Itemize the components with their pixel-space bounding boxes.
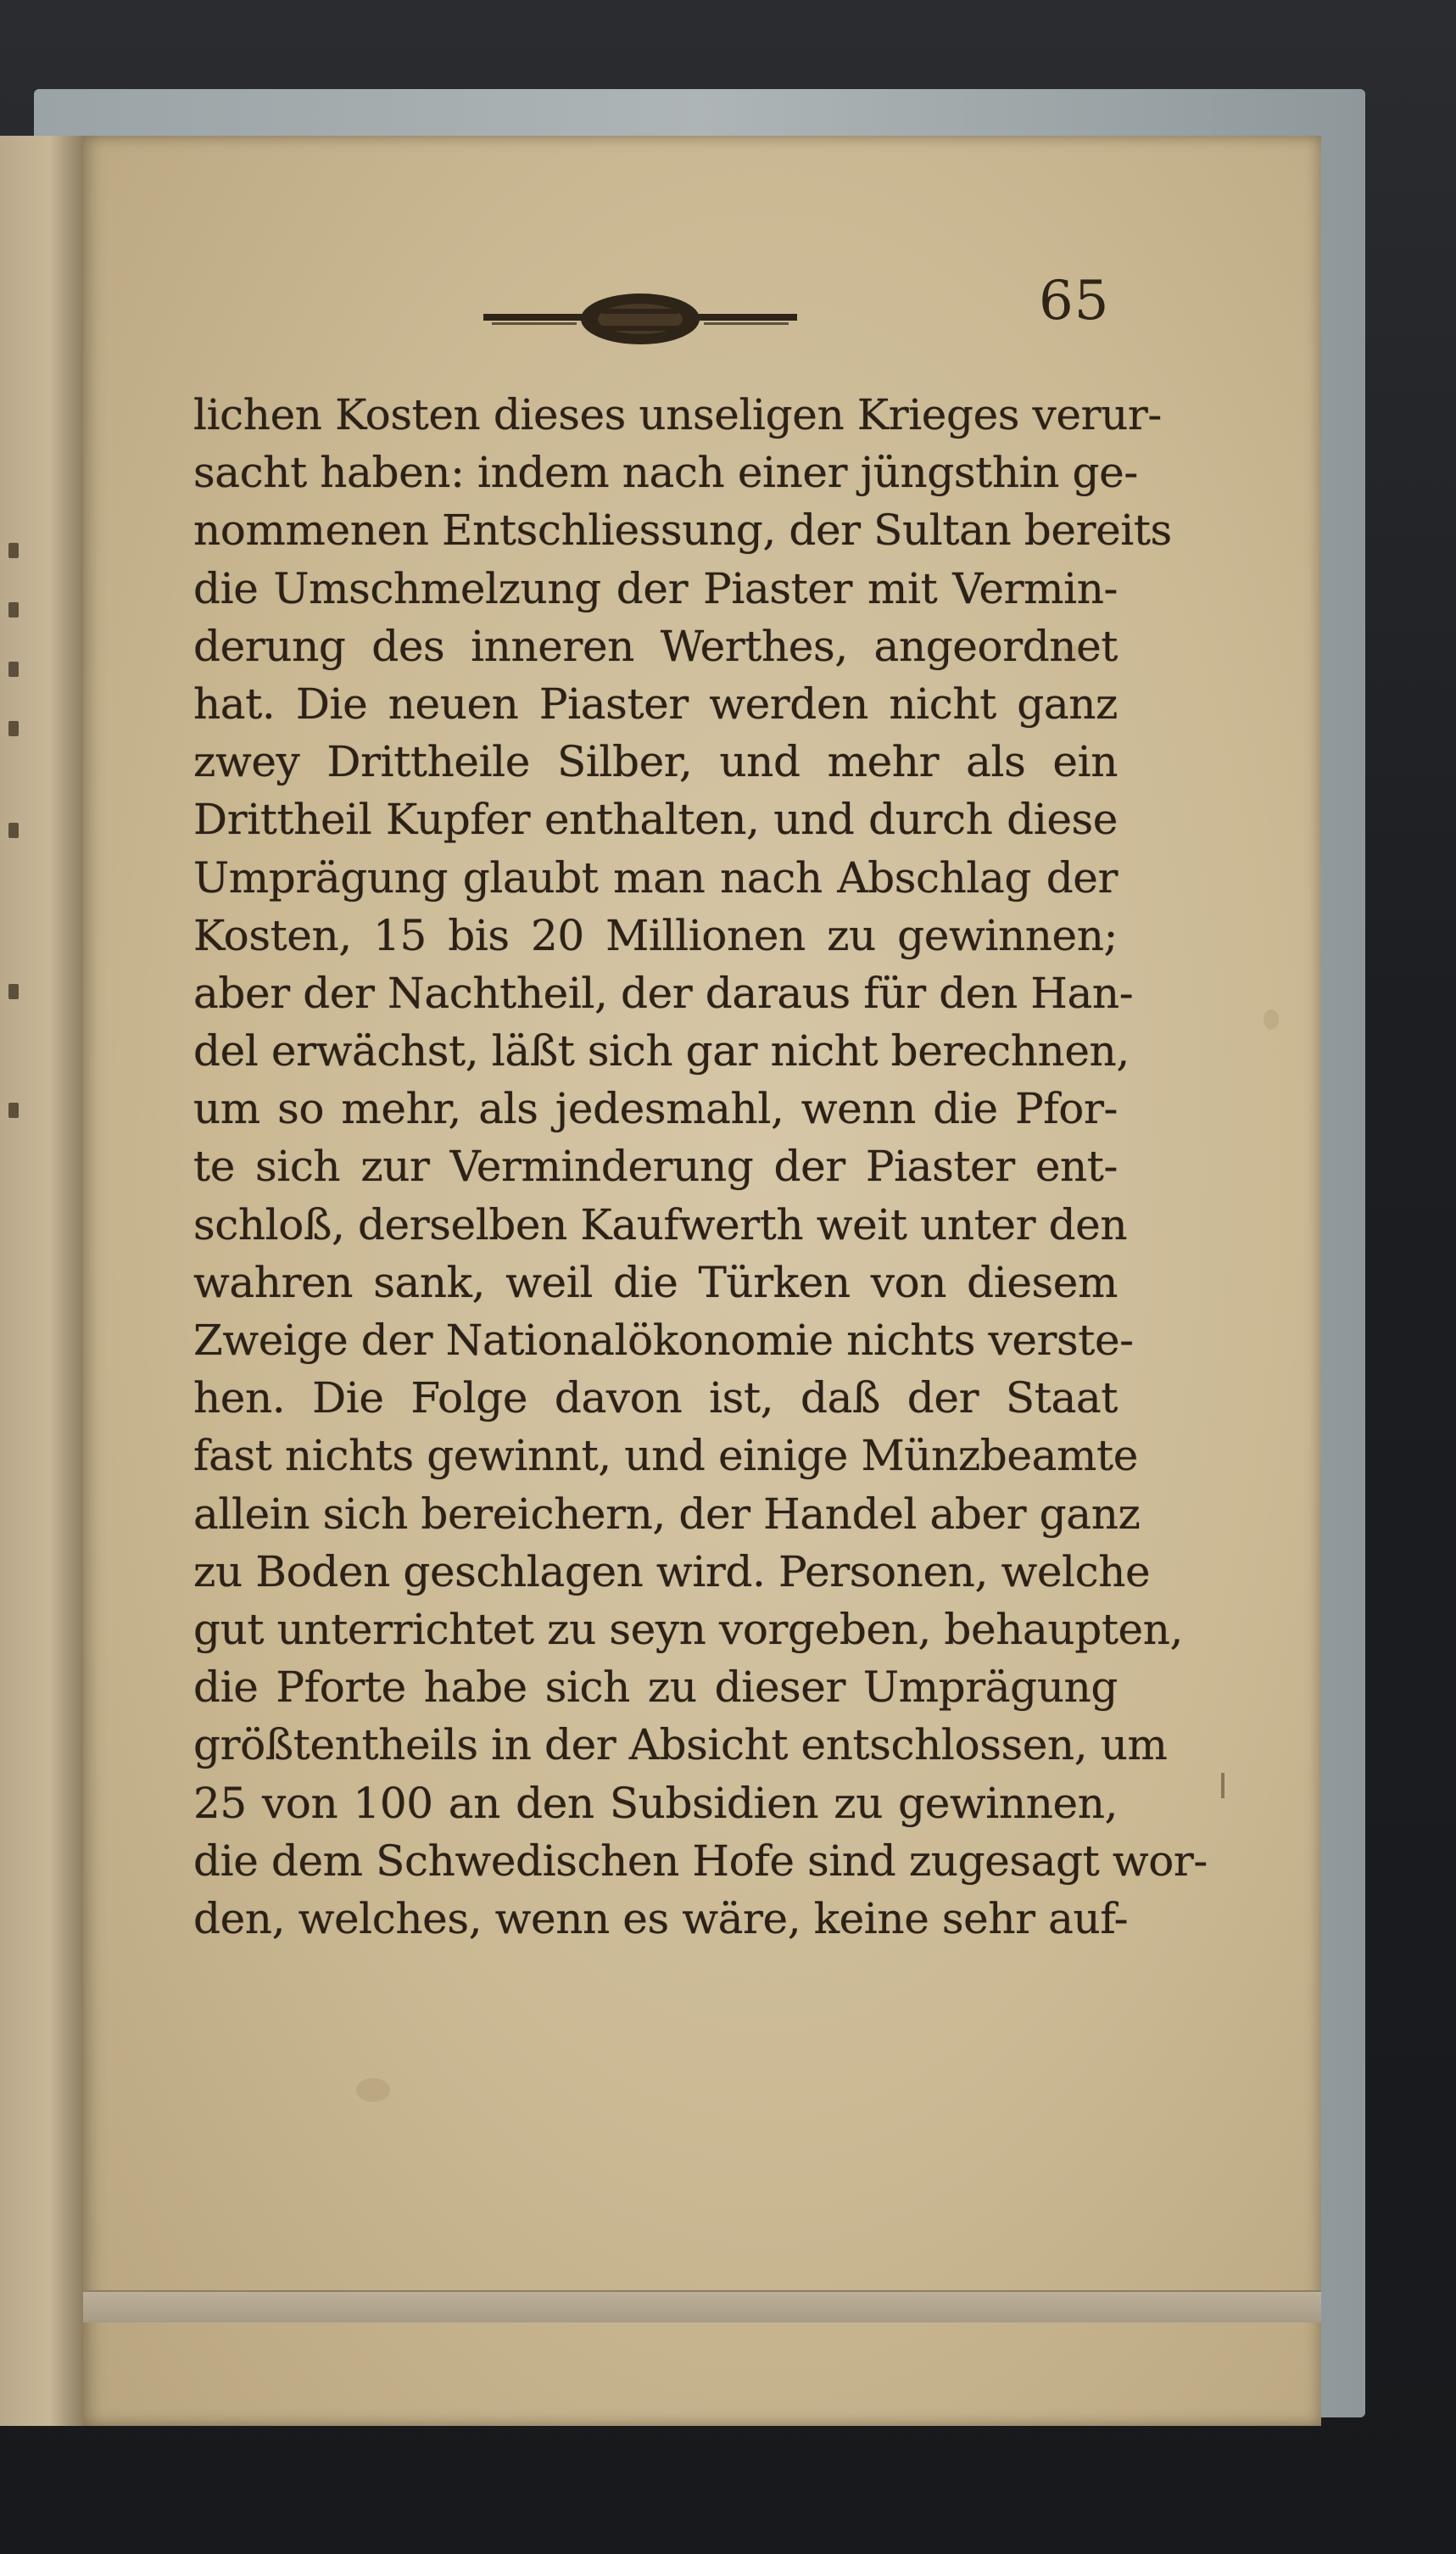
text-line: hen. Die Folge davon ist, daß der Staat <box>193 1373 1118 1423</box>
text-line: nommenen Entschliessung, der Sultan bereits <box>193 506 1172 556</box>
text-line: sacht haben: indem nach einer jüngsthin ge- <box>193 448 1138 498</box>
text-line: allein sich bereichern, der Handel aber ganz <box>193 1489 1141 1539</box>
text-line: Drittheil Kupfer enthalten, und durch diese <box>193 795 1118 845</box>
text-line: die Umschmelzung der Piaster mit Vermin- <box>193 563 1118 613</box>
paper-stain <box>356 2078 390 2102</box>
text-fragment <box>8 543 19 558</box>
text-line: zu Boden geschlagen wird. Personen, welche <box>193 1546 1151 1596</box>
text-line: die Pforte habe sich zu dieser Umprägung <box>193 1663 1118 1713</box>
text-line: te sich zur Verminderung der Piaster ent- <box>193 1142 1118 1192</box>
facing-page-text-fragments <box>8 543 68 1306</box>
text-line: hat. Die neuen Piaster werden nicht ganz <box>193 679 1118 729</box>
text-line: aber der Nachtheil, der daraus für den Han- <box>193 968 1134 1018</box>
printer-ornament-icon <box>483 288 797 348</box>
page-number: 65 <box>1039 270 1110 333</box>
text-fragment <box>8 1103 19 1118</box>
text-line: lichen Kosten dieses unseligen Krieges verur- <box>193 390 1162 439</box>
text-fragment <box>8 984 19 999</box>
text-line: Kosten, 15 bis 20 Millionen zu gewinnen; <box>193 910 1118 960</box>
text-fragment <box>8 823 19 838</box>
text-line: um so mehr, als jedesmahl, wenn die Pfor- <box>193 1084 1118 1134</box>
facing-page-edge <box>0 136 85 2426</box>
text-line: den, welches, wenn es wäre, keine sehr auf- <box>193 1893 1129 1943</box>
text-fragment <box>8 662 19 677</box>
text-line: gut unterrichtet zu seyn vorgeben, behaupten, <box>193 1604 1184 1654</box>
text-line: 25 von 100 an den Subsidien zu gewinnen, <box>193 1778 1118 1828</box>
text-line: zwey Drittheile Silber, und mehr als ein <box>193 737 1118 787</box>
text-line: fast nichts gewinnt, und einige Münzbeamte <box>193 1431 1138 1481</box>
text-line: größtentheils in der Absicht entschlossen, um <box>193 1720 1168 1770</box>
text-fragment <box>8 602 19 618</box>
text-line: Umprägung glaubt man nach Abschlag der <box>193 852 1118 903</box>
text-line: del erwächst, läßt sich gar nicht berechnen, <box>193 1026 1130 1076</box>
page-bottom-edge <box>83 2290 1321 2322</box>
text-line: Zweige der Nationalökonomie nichts verste- <box>193 1316 1134 1365</box>
text-line: derung des inneren Werthes, angeordnet <box>193 621 1118 671</box>
text-line: schloß, derselben Kaufwerth weit unter den <box>193 1199 1128 1249</box>
text-fragment <box>8 721 19 736</box>
text-line: die dem Schwedischen Hofe sind zugesagt wor- <box>193 1836 1208 1886</box>
paper-stain <box>1264 1009 1279 1030</box>
text-line: wahren sank, weil die Türken von diesem <box>193 1257 1118 1307</box>
paper-mark <box>1221 1773 1224 1798</box>
body-text <box>193 386 1208 1948</box>
